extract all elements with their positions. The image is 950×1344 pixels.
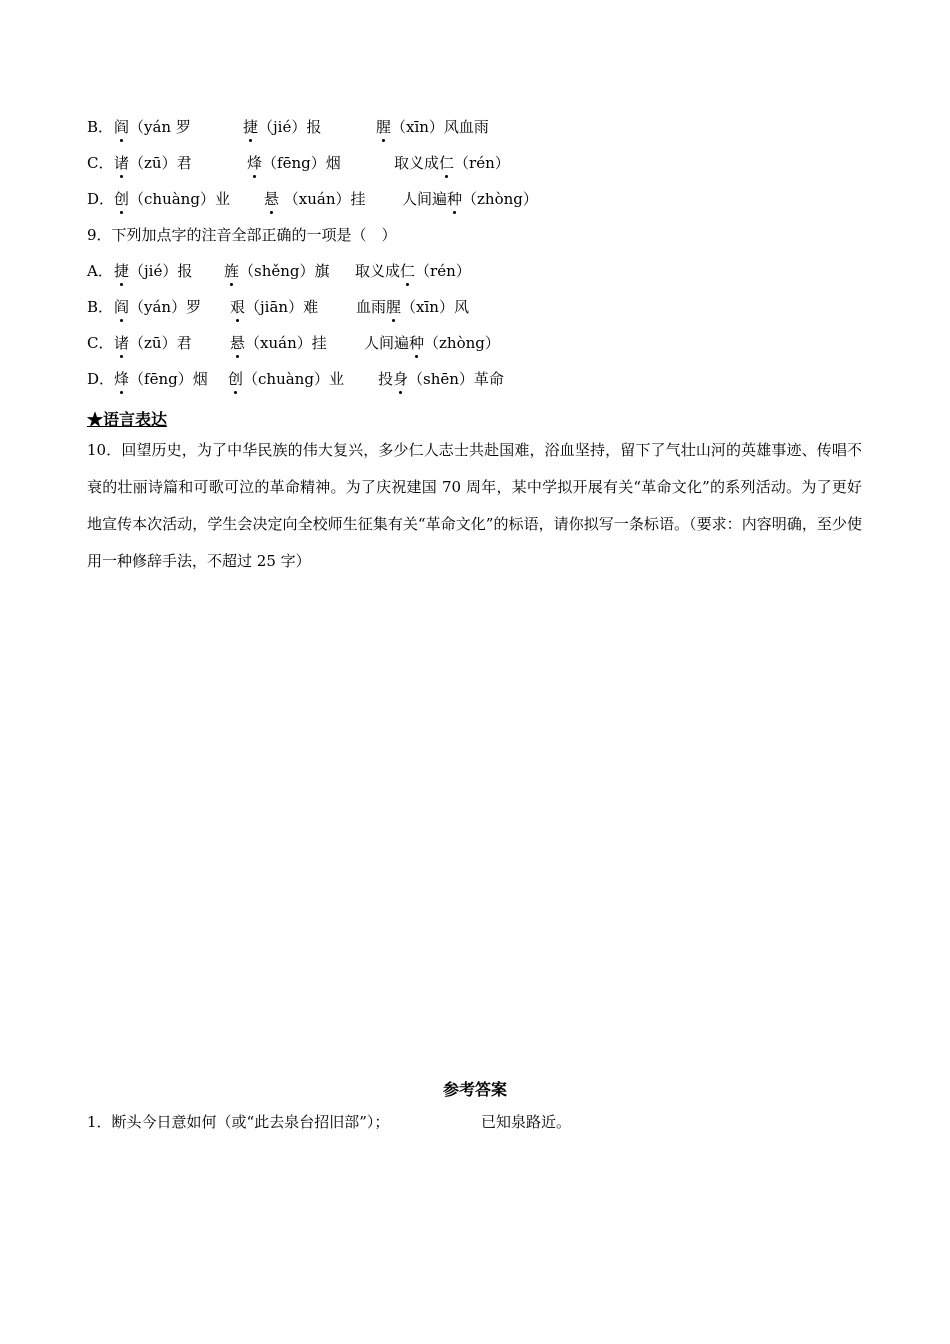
dotted-char: 烽 xyxy=(114,370,130,388)
dotted-char: 捷 xyxy=(243,118,259,136)
answers-title: 参考答案 xyxy=(442,1080,507,1099)
dotted-char: 阎 xyxy=(114,118,130,136)
dotted-char: 身 xyxy=(393,370,409,388)
dotted-char: 腥 xyxy=(386,298,402,316)
dotted-char: 诸 xyxy=(114,334,130,352)
q9-stem: 9．下列加点字的注音全部正确的一项是（ ） xyxy=(87,226,397,244)
dotted-char: 种 xyxy=(409,334,425,352)
dotted-char: 阎 xyxy=(114,298,130,316)
dotted-char: 悬 xyxy=(264,190,280,208)
q10-paragraph: 10．回望历史，为了中华民族的伟大复兴，多少仁人志士共赴国难，浴血坚持，留下了气壮山河的英雄事迹、传唱不衰的壮丽诗篇和可歌可泣的革命精神。为了庆祝建国 70 周年，某中学拟开展有关“革命文化”的系列活动。为了更好地宣传本次活动，学生会决定向全校师生征集有关“革命文化”的标语，请你拟写一条标语。（要求：内容明确，至少使用一种修辞手法，不超过 25 字） xyxy=(87,441,862,570)
dotted-char: 旌 xyxy=(224,262,240,280)
section-heading: ★语言表达 xyxy=(87,410,168,429)
dotted-char: 创 xyxy=(228,370,244,388)
dotted-char: 仁 xyxy=(400,262,416,280)
dotted-char: 悬 xyxy=(230,334,246,352)
dotted-char: 种 xyxy=(447,190,463,208)
dotted-char: 创 xyxy=(114,190,130,208)
dotted-char: 腥 xyxy=(376,118,392,136)
dotted-char: 烽 xyxy=(247,154,263,172)
dotted-char: 艰 xyxy=(230,298,246,316)
dotted-char: 诸 xyxy=(114,154,130,172)
dotted-char: 捷 xyxy=(114,262,130,280)
dotted-char: 仁 xyxy=(439,154,455,172)
